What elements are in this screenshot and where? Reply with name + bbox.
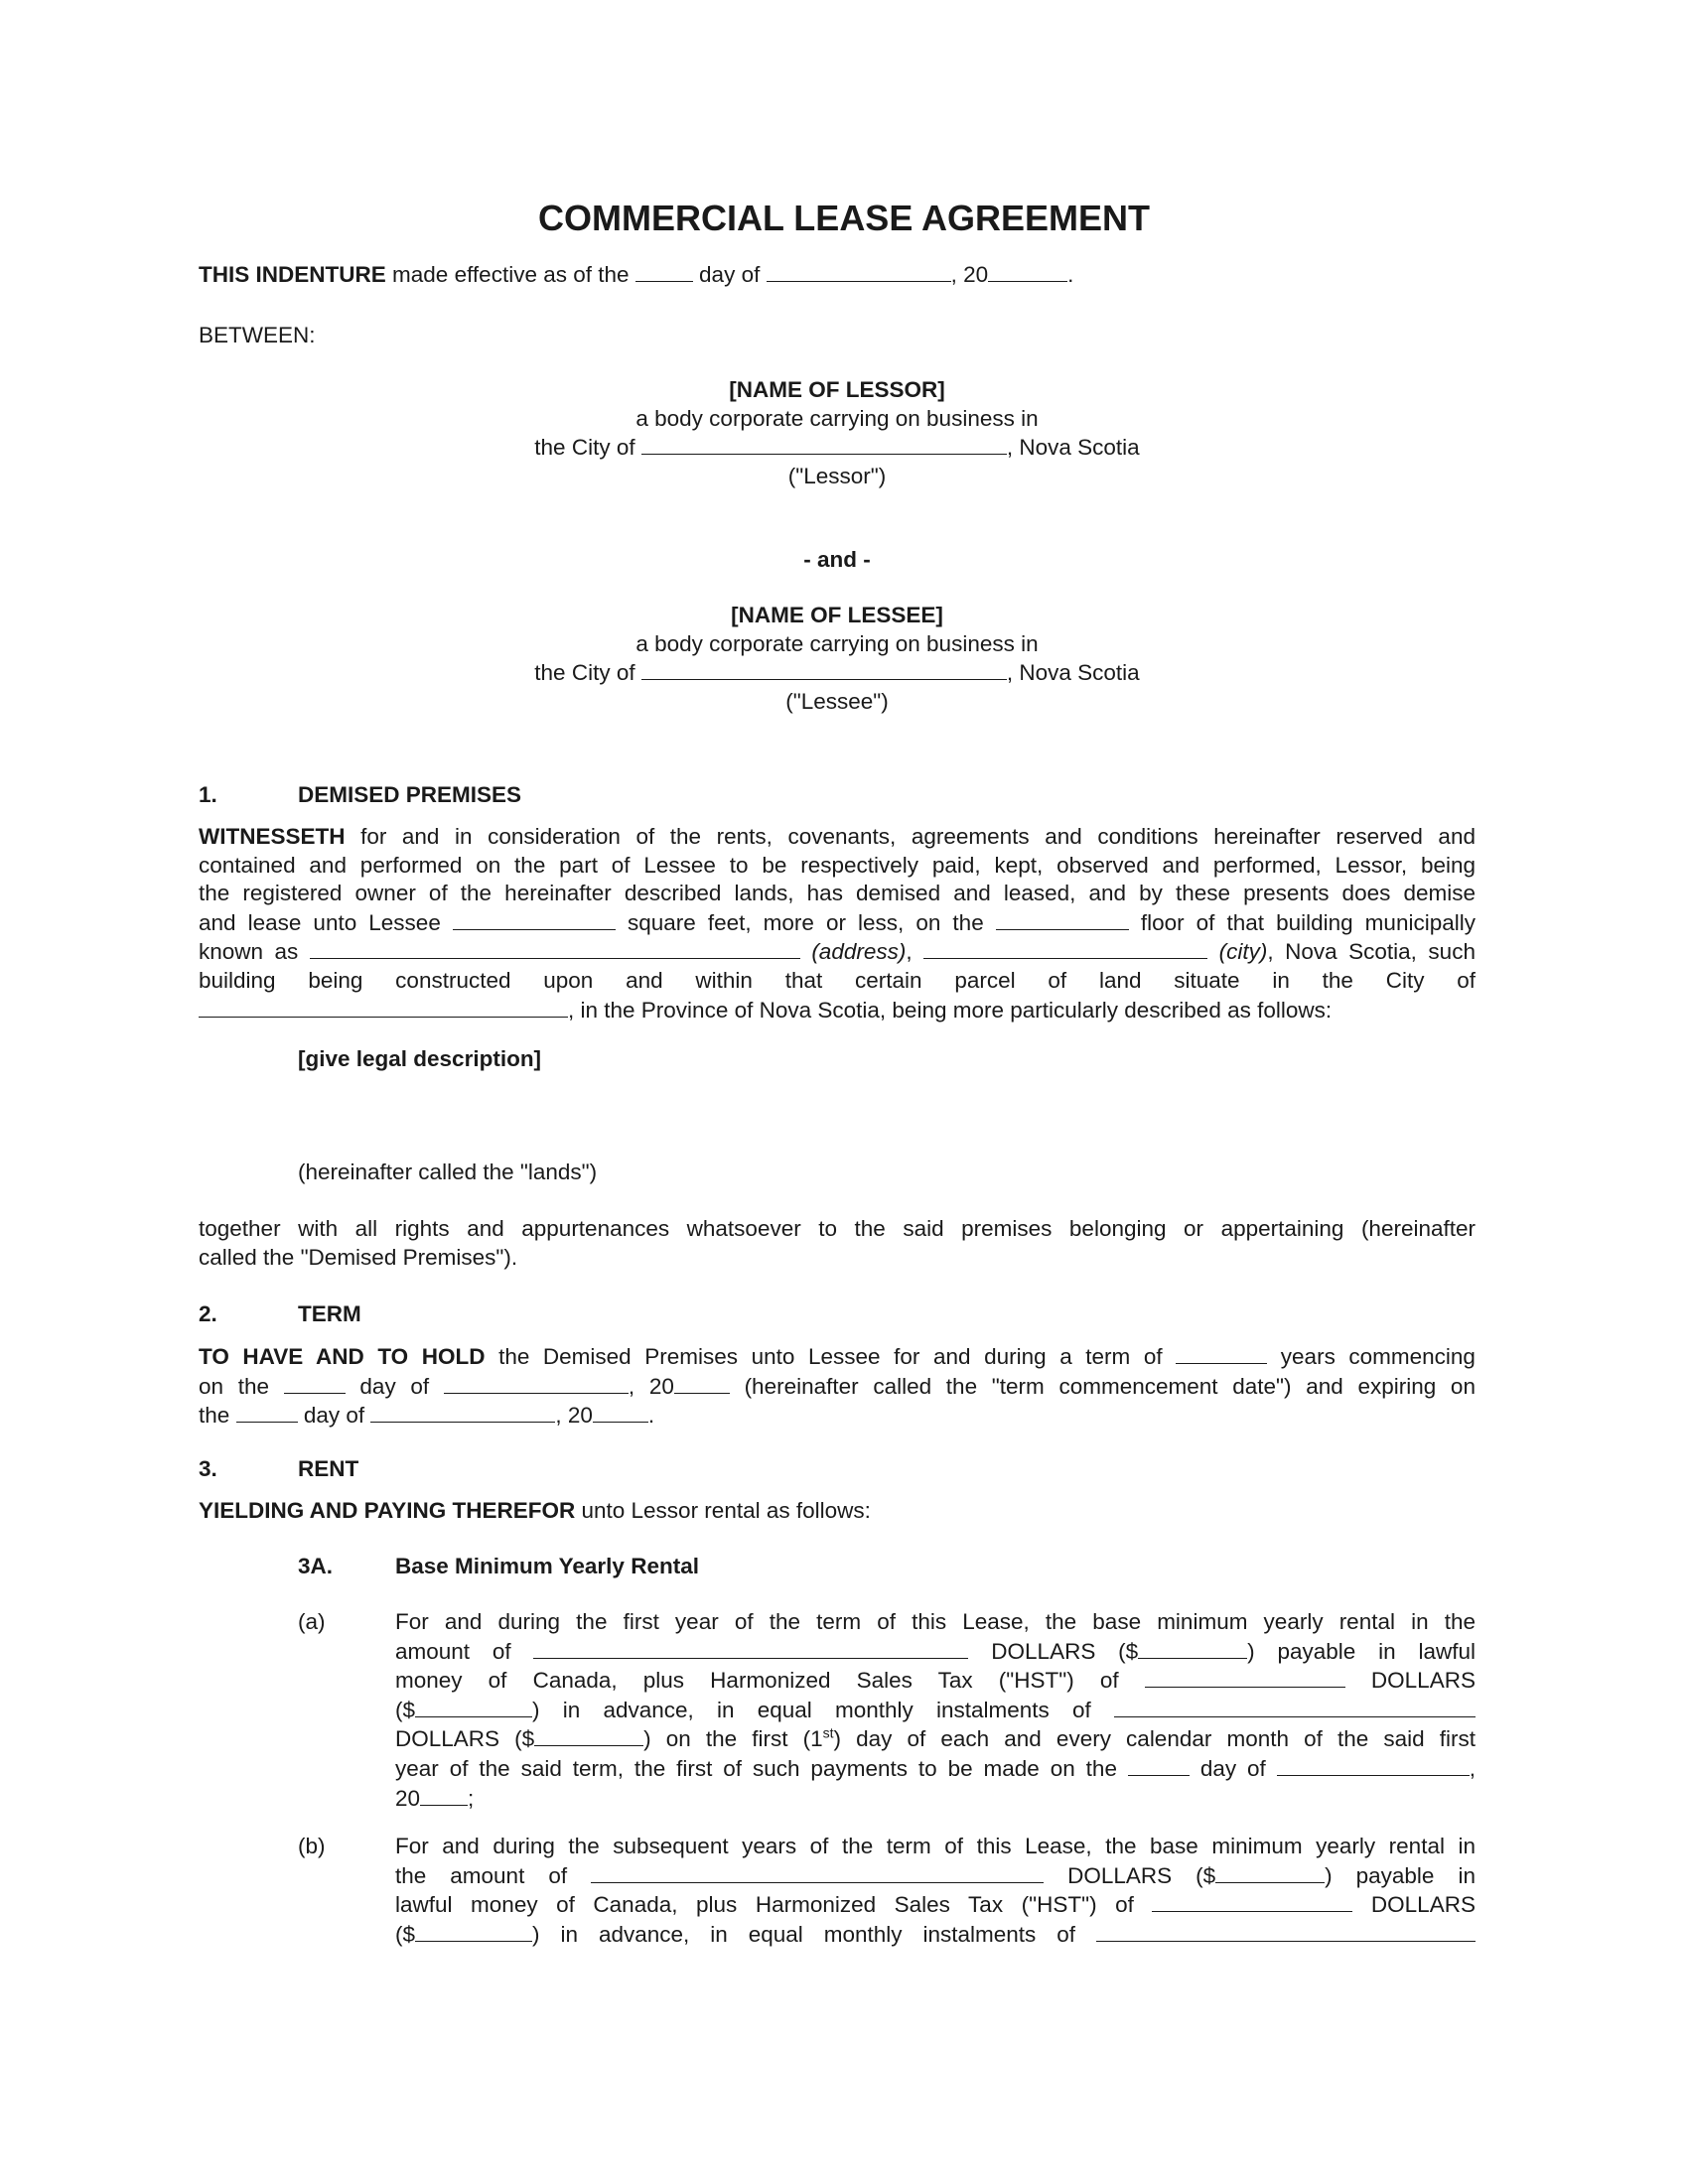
s1-l5b: (address) bbox=[811, 939, 907, 965]
lessor-city-suffix: , Nova Scotia bbox=[1006, 435, 1140, 461]
together-line2: called the "Demised Premises"). bbox=[199, 1244, 518, 1270]
blank-start-day[interactable] bbox=[284, 1372, 346, 1394]
a-l5sup: st bbox=[822, 1724, 834, 1741]
s1-l7: , in the Province of Nova Scotia, being more particularly described as follows: bbox=[568, 997, 1333, 1023]
b-l2c: ) payable in bbox=[1325, 1862, 1476, 1888]
section2-body bbox=[199, 1342, 1476, 1431]
between-label: BETWEEN: bbox=[199, 323, 316, 347]
b-l4b: ) in advance, in equal monthly instalments of bbox=[532, 1921, 1076, 1947]
section2-heading: TERM bbox=[298, 1301, 361, 1326]
blank-a-amount-words[interactable] bbox=[533, 1637, 968, 1659]
s1-line7 bbox=[199, 996, 1476, 1025]
a-l5c: ) day of each and every calendar month of the said first bbox=[833, 1726, 1476, 1752]
blank-day[interactable] bbox=[635, 260, 693, 282]
a-l4a: ($ bbox=[395, 1697, 416, 1722]
s1-l5d: (city) bbox=[1218, 939, 1268, 965]
blank-a-hst[interactable] bbox=[415, 1696, 532, 1717]
b-line1: For and during the subsequent years of the term of this Lease, the base minimum yearly rental in bbox=[395, 1834, 1476, 1858]
a-l3b: DOLLARS bbox=[1370, 1668, 1476, 1694]
lessee-city-prefix: the City of bbox=[534, 660, 635, 686]
blank-a-amount[interactable] bbox=[1138, 1637, 1247, 1659]
a-l6c: , bbox=[1469, 1755, 1476, 1781]
and-separator: - and - bbox=[803, 547, 871, 572]
section3-number: 3. bbox=[199, 1456, 217, 1481]
sub3a-number: 3A. bbox=[298, 1554, 334, 1578]
lessee-city-line bbox=[199, 658, 1476, 688]
s2-l1b: years commencing bbox=[1280, 1344, 1476, 1369]
b-l4a: ($ bbox=[395, 1921, 416, 1947]
section2-number: 2. bbox=[199, 1301, 217, 1326]
document-title: COMMERCIAL LEASE AGREEMENT bbox=[537, 198, 1151, 238]
yielding-line bbox=[199, 1497, 1476, 1526]
a-line7 bbox=[395, 1784, 1476, 1814]
a-line4 bbox=[395, 1696, 1476, 1725]
a-l5b: ) on the first (1 bbox=[643, 1726, 823, 1752]
s1-line5 bbox=[199, 937, 1476, 967]
b-l3a: lawful money of Canada, plus Harmonized Sales Tax ("HST") of bbox=[395, 1892, 1134, 1918]
blank-a-first-day[interactable] bbox=[1128, 1754, 1190, 1776]
s2-l2c: , 20 bbox=[628, 1373, 674, 1399]
clause-b-body bbox=[395, 1833, 1476, 1949]
a-l7a: 20 bbox=[395, 1785, 421, 1811]
section1-heading: DEMISED PREMISES bbox=[298, 782, 522, 807]
blank-parcel-city[interactable] bbox=[199, 996, 568, 1018]
blank-a-first-year[interactable] bbox=[420, 1784, 468, 1806]
lessor-defined: ("Lessor") bbox=[787, 463, 887, 488]
blank-floor[interactable] bbox=[996, 908, 1129, 930]
sub3a-heading: Base Minimum Yearly Rental bbox=[395, 1554, 699, 1578]
a-l4b: ) in advance, in equal monthly instalments of bbox=[532, 1697, 1091, 1722]
lessor-city-line bbox=[199, 433, 1476, 463]
s1-line3: the registered owner of the hereinafter described lands, has demised and leased, and by these presents does demise bbox=[199, 881, 1476, 906]
s2-line3 bbox=[199, 1401, 1476, 1431]
a-line5 bbox=[395, 1724, 1476, 1754]
s2-l3c: , 20 bbox=[555, 1403, 593, 1429]
intro-line bbox=[199, 260, 1476, 290]
blank-start-year[interactable] bbox=[674, 1372, 730, 1394]
s2-l3b: day of bbox=[303, 1403, 365, 1429]
clause-a-body bbox=[395, 1608, 1476, 1813]
s1-line4 bbox=[199, 908, 1476, 938]
blank-lessor-city[interactable] bbox=[641, 433, 1007, 455]
a-l6b: day of bbox=[1199, 1755, 1266, 1781]
intro-text4: . bbox=[1067, 262, 1074, 287]
lessor-city-prefix: the City of bbox=[534, 435, 635, 461]
s3-lead: YIELDING AND PAYING THEREFOR bbox=[199, 1498, 576, 1523]
section1-number: 1. bbox=[199, 782, 217, 807]
lessor-block bbox=[199, 376, 1476, 490]
clause-a-label: (a) bbox=[298, 1609, 326, 1634]
s1-l5c: , bbox=[906, 939, 913, 965]
blank-end-year[interactable] bbox=[593, 1401, 648, 1423]
b-l2b: DOLLARS ($ bbox=[1067, 1862, 1216, 1888]
s2-l2a: on the bbox=[199, 1373, 270, 1399]
b-l3b: DOLLARS bbox=[1370, 1892, 1476, 1918]
s2-l1a: the Demised Premises unto Lessee for and during a term of bbox=[498, 1344, 1163, 1369]
blank-square-feet[interactable] bbox=[453, 908, 616, 930]
together-paragraph bbox=[199, 1215, 1476, 1272]
blank-a-hst-words[interactable] bbox=[1145, 1666, 1345, 1688]
s1-line1 bbox=[199, 823, 1476, 852]
blank-city[interactable] bbox=[923, 937, 1207, 959]
s2-l2d: (hereinafter called the "term commencement date") and expiring on bbox=[744, 1373, 1476, 1399]
lessee-line1: a body corporate carrying on business in bbox=[635, 630, 1039, 656]
blank-a-instalment[interactable] bbox=[534, 1724, 643, 1746]
blank-b-amount[interactable] bbox=[1215, 1861, 1325, 1883]
blank-term-years[interactable] bbox=[1176, 1342, 1267, 1364]
blank-start-month[interactable] bbox=[444, 1372, 629, 1394]
blank-b-hst[interactable] bbox=[415, 1920, 532, 1942]
legal-description: [give legal description] bbox=[298, 1046, 542, 1071]
s1-l1: for and in consideration of the rents, covenants, agreements and conditions hereinafter reserved and bbox=[360, 824, 1476, 849]
s2-l3a: the bbox=[199, 1403, 230, 1429]
a-l2c: ) payable in lawful bbox=[1247, 1638, 1476, 1664]
s2-line2 bbox=[199, 1372, 1476, 1402]
a-line1: For and during the first year of the term of this Lease, the base minimum yearly rental in the bbox=[395, 1609, 1476, 1634]
blank-address[interactable] bbox=[310, 937, 800, 959]
s3-leadtext: unto Lessor rental as follows: bbox=[581, 1498, 871, 1523]
s2-l3d: . bbox=[647, 1403, 655, 1429]
a-line3 bbox=[395, 1666, 1476, 1696]
blank-b-instalment-words[interactable] bbox=[1096, 1920, 1476, 1942]
intro-text2: day of bbox=[699, 262, 761, 287]
s1-lead: WITNESSETH bbox=[199, 824, 346, 849]
blank-b-hst-words[interactable] bbox=[1152, 1890, 1352, 1912]
b-l2a: the amount of bbox=[395, 1862, 568, 1888]
a-l2b: DOLLARS ($ bbox=[991, 1638, 1139, 1664]
blank-b-amount-words[interactable] bbox=[591, 1861, 1044, 1883]
blank-month[interactable] bbox=[767, 260, 951, 282]
a-l7b: ; bbox=[468, 1785, 475, 1811]
s2-lead: TO HAVE AND TO HOLD bbox=[199, 1344, 486, 1369]
together-line1: together with all rights and appurtenances whatsoever to the said premises belonging or appertaining (hereinafter bbox=[199, 1216, 1476, 1241]
a-l2a: amount of bbox=[395, 1638, 511, 1664]
a-line2 bbox=[395, 1637, 1476, 1667]
s2-line1 bbox=[199, 1342, 1476, 1372]
blank-end-day[interactable] bbox=[236, 1401, 298, 1423]
s1-l4c: floor of that building municipally bbox=[1140, 909, 1476, 935]
s1-l4b: square feet, more or less, on the bbox=[627, 909, 984, 935]
blank-lessee-city[interactable] bbox=[641, 658, 1007, 680]
s1-l5e: , Nova Scotia, such bbox=[1267, 939, 1476, 965]
lessee-name: [NAME OF LESSEE] bbox=[731, 603, 943, 627]
intro-bold: THIS INDENTURE bbox=[199, 262, 386, 287]
blank-a-instalment-words[interactable] bbox=[1114, 1696, 1476, 1717]
lands-note: (hereinafter called the "lands") bbox=[298, 1160, 598, 1184]
a-line6 bbox=[395, 1754, 1476, 1784]
section3-heading: RENT bbox=[298, 1456, 359, 1481]
b-line4 bbox=[395, 1920, 1476, 1950]
a-l3a: money of Canada, plus Harmonized Sales Tax ("HST") of bbox=[395, 1668, 1119, 1694]
lessor-line1: a body corporate carrying on business in bbox=[635, 405, 1039, 431]
section1-body bbox=[199, 823, 1476, 1024]
lessee-defined: ("Lessee") bbox=[785, 688, 889, 714]
lessee-block bbox=[199, 602, 1476, 716]
blank-year[interactable] bbox=[988, 260, 1067, 282]
intro-text1: made effective as of the bbox=[392, 262, 630, 287]
s2-l2b: day of bbox=[359, 1373, 430, 1399]
lessor-name: [NAME OF LESSOR] bbox=[729, 377, 945, 402]
s1-line2: contained and performed on the part of Lessee to be respectively paid, kept, observed and performed, Lessor, being bbox=[199, 852, 1476, 878]
s1-line6: building being constructed upon and within that certain parcel of land situate in the City of bbox=[199, 967, 1476, 993]
s1-l4a: and lease unto Lessee bbox=[199, 909, 441, 935]
lessee-city-suffix: , Nova Scotia bbox=[1006, 660, 1140, 686]
b-line3 bbox=[395, 1890, 1476, 1920]
s1-l5a: known as bbox=[199, 939, 299, 965]
clause-b-label: (b) bbox=[298, 1834, 326, 1858]
a-l5a: DOLLARS ($ bbox=[395, 1726, 535, 1752]
b-line2 bbox=[395, 1861, 1476, 1891]
blank-a-first-month[interactable] bbox=[1277, 1754, 1470, 1776]
a-l6a: year of the said term, the first of such payments to be made on the bbox=[395, 1755, 1117, 1781]
intro-text3: , 20 bbox=[950, 262, 989, 287]
blank-end-month[interactable] bbox=[370, 1401, 555, 1423]
